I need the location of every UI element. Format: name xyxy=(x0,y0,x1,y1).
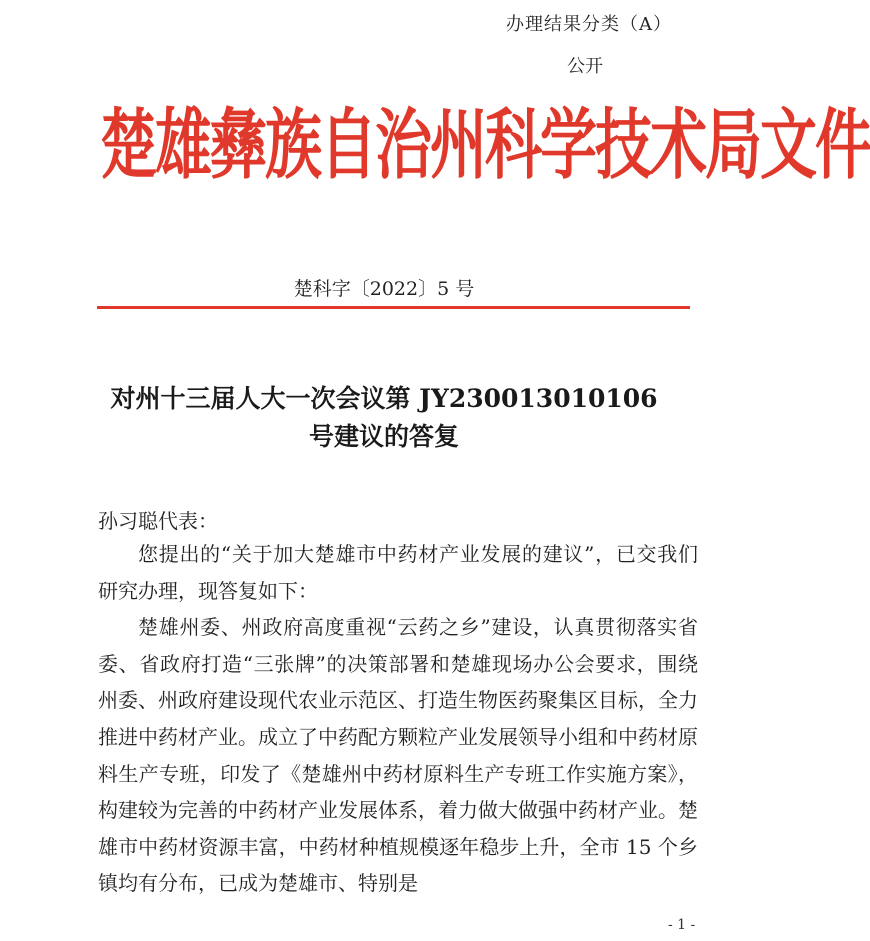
document-number: 楚科字〔2022〕5 号 xyxy=(293,278,475,300)
document-title xyxy=(0,380,768,456)
body-paragraph-2: 楚雄州委、州政府高度重视“云药之乡”建设，认真贯彻落实省委、省政府打造“三张牌”的决策部署和楚雄现场办公会要求，围绕州委、州政府建设现代农业示范区、打造生物医药聚集区目标，全力推进中药材产业。成立了中药配方颗粒产业发展领导小组和中药材原料生产专班，印发了《楚雄州中药材原料生产专班工作实施方案》，构建较为完善的中药材产业发展体系，着力做大做强中药材产业。楚雄市中药材资源丰富，中药材种植规模逐年稳步上升，全市 15 个乡镇均有分布，已成为楚雄市、特别是 xyxy=(98,615,698,896)
document-masthead: 楚雄彝族自治州科学技术局文件 xyxy=(100,101,870,191)
body-paragraph-1: 您提出的“关于加大楚雄市中药材产业发展的建议”，已交我们研究办理，现答复如下： xyxy=(98,542,698,603)
red-divider-line xyxy=(97,306,690,309)
result-classification: 办理结果分类（A） xyxy=(506,14,672,35)
publicity-label: 公开 xyxy=(567,56,603,77)
page-number: - 1 - xyxy=(668,917,696,933)
document-body xyxy=(98,536,698,902)
title-line-1: 对州十三届人大一次会议第 JY230013010106 xyxy=(110,384,658,413)
title-line-2: 号建议的答复 xyxy=(308,422,459,451)
salutation: 孙习聪代表： xyxy=(98,509,218,533)
